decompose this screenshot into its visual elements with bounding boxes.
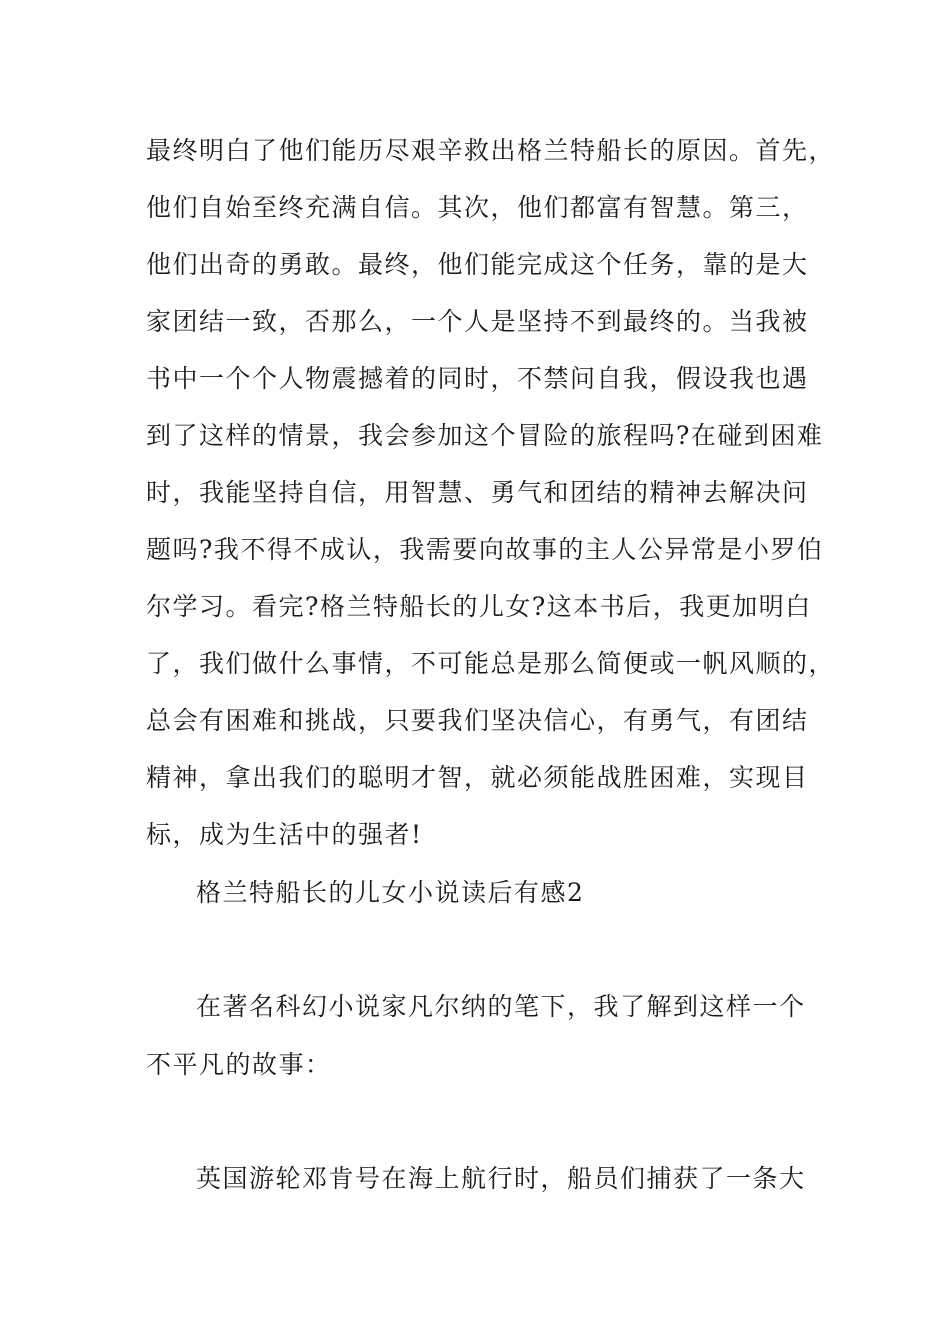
paragraph-1-line-10: 了，我们做什么事情，不可能总是那么简便或一帆风顺的， [146, 649, 836, 678]
paragraph-1-line-12: 精神，拿出我们的聪明才智，就必须能战胜困难，实现目 [146, 763, 809, 792]
paragraph-1-line-4: 家团结一致，否那么，一个人是坚持不到最终的。当我被 [146, 307, 809, 336]
paragraph-2-line-2: 不平凡的故事： [146, 1050, 332, 1079]
paragraph-1-line-8: 题吗?我不得不成认，我需要向故事的主人公异常是小罗伯 [146, 535, 824, 564]
paragraph-2-line-1: 在著名科幻小说家凡尔纳的笔下，我了解到这样一个 [196, 992, 806, 1021]
paragraph-1-line-2: 他们自始至终充满自信。其次，他们都富有智慧。第三， [146, 193, 809, 222]
paragraph-3-line-1: 英国游轮邓肯号在海上航行时，船员们捕获了一条大 [196, 1164, 806, 1193]
paragraph-1-line-6: 到了这样的情景，我会参加这个冒险的旅程吗?在碰到困难 [146, 421, 824, 450]
paragraph-1-line-13: 标，成为生活中的强者! [146, 820, 423, 849]
paragraph-1-line-3: 他们出奇的勇敢。最终，他们能完成这个任务，靠的是大 [146, 250, 809, 279]
paragraph-1-line-5: 书中一个个人物震撼着的同时，不禁问自我，假设我也遇 [146, 364, 809, 393]
section-title: 格兰特船长的儿女小说读后有感2 [196, 878, 585, 907]
paragraph-1-line-11: 总会有困难和挑战，只要我们坚决信心，有勇气，有团结 [146, 706, 809, 735]
paragraph-1-line-9: 尔学习。看完?格兰特船长的儿女?这本书后，我更加明白 [146, 592, 812, 621]
paragraph-1-line-7: 时，我能坚持自信，用智慧、勇气和团结的精神去解决问 [146, 478, 809, 507]
paragraph-1-line-1: 最终明白了他们能历尽艰辛救出格兰特船长的原因。首先， [146, 136, 836, 165]
